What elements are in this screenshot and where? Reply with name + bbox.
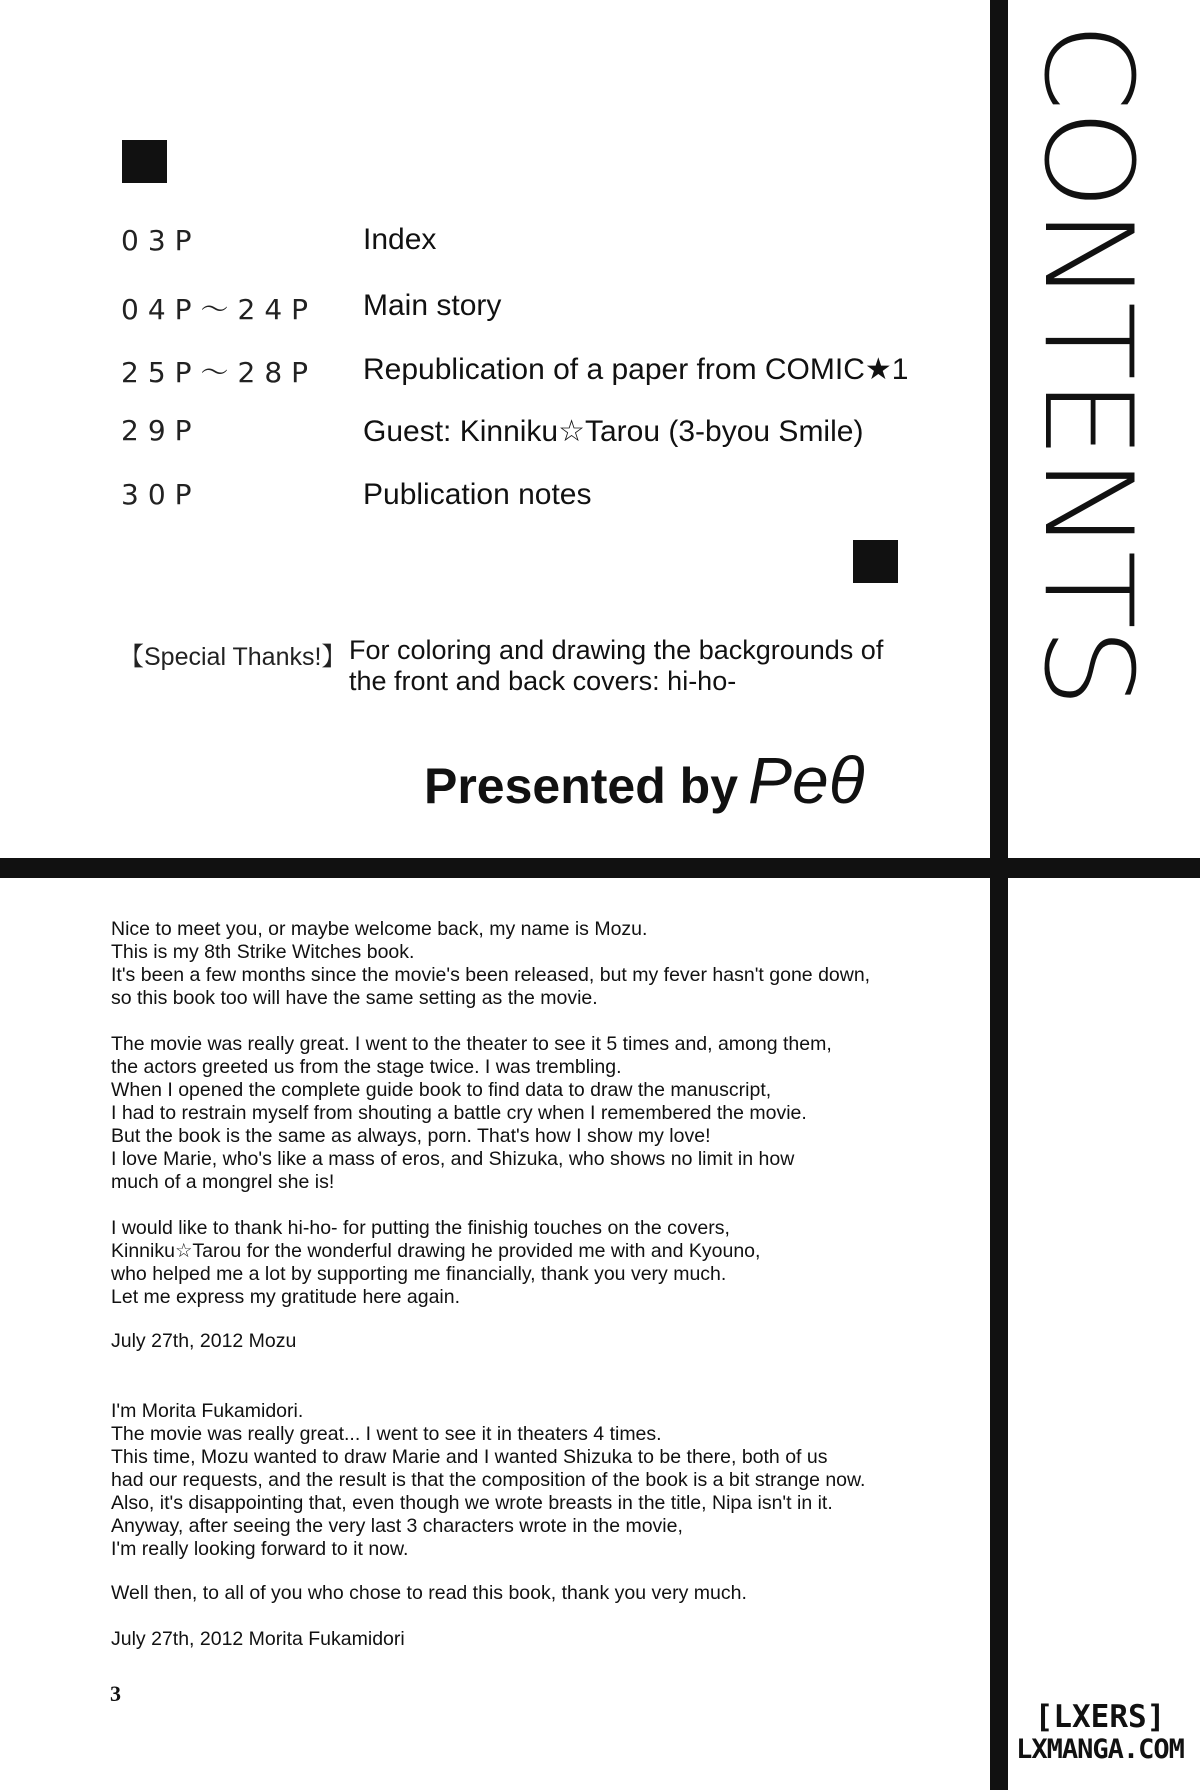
vertical-divider <box>990 0 1008 1790</box>
page-number: 3 <box>110 1681 121 1706</box>
toc-pages: 03P <box>121 224 201 257</box>
signature-date: July 27th, 2012 Morita Fukamidori <box>111 1628 405 1650</box>
toc-pages: 04P～24P <box>121 293 318 326</box>
toc-pages: 25P～28P <box>121 356 318 389</box>
afterword-paragraph: The movie was really great. I went to the theater to see it 5 times and, among them, the actors greeted us from the stage twice. I was trembling. When I opened the complete guide book to find data to draw the manuscript, I had to restrain myself from shouting a battle cry when I remembered the movie. But the book is the same as always, porn. That's how I show my love! I love Marie, who's like a mass of eros, and Shizuka, who shows no limit in how much of a mongrel she is! <box>111 1033 832 1193</box>
afterword-paragraph: Well then, to all of you who chose to read this book, thank you very much. <box>111 1582 747 1604</box>
black-square-marker <box>122 140 167 183</box>
black-square-marker <box>853 540 898 583</box>
toc-title: Republication of a paper from COMIC★1 <box>363 353 909 386</box>
signature-date: July 27th, 2012 Mozu <box>111 1330 297 1352</box>
watermark-line: LXMANGA.COM <box>1016 1734 1184 1765</box>
afterword-paragraph: Nice to meet you, or maybe welcome back, my name is Mozu. This is my 8th Strike Witches book. It's been a few months since the movie's been released, but my fever hasn't gone down, so this book too will have the same setting as the movie. <box>111 918 871 1009</box>
special-thanks-text: For coloring and drawing the backgrounds of the front and back covers: hi-ho- <box>349 635 884 696</box>
toc-title: Index <box>363 223 437 256</box>
toc-pages: 30P <box>121 478 201 511</box>
toc-title: Publication notes <box>363 478 592 511</box>
afterword-paragraph: I would like to thank hi-ho- for putting the finishig touches on the covers, Kinniku☆Tarou for the wonderful drawing he provided me with and Kyouno, who helped me a lot by supporting me financially, thank you very much. Let me express my gratitude here again. <box>111 1217 761 1308</box>
afterword-paragraph: I'm Morita Fukamidori. The movie was really great... I went to see it in theaters 4 times. This time, Mozu wanted to draw Marie and I wanted Shizuka to be there, both of us had our requests, and the result is that the composition of the book is a bit strange now. Also, it's disappointing that, even though we wrote breasts in the title, Nipa isn't in it. Anyway, after seeing the very last 3 characters wrote in the movie, I'm really looking forward to it now. <box>111 1400 866 1560</box>
presented-by-prefix: Presented by <box>424 758 739 814</box>
presented-by <box>424 742 865 818</box>
toc-title: Guest: Kinniku☆Tarou (3-byou Smile) <box>363 415 864 448</box>
toc-title: Main story <box>363 289 502 322</box>
contents-heading: CONTENTS <box>1016 22 1159 707</box>
circle-name: Peθ <box>748 743 865 817</box>
special-thanks-label: 【Special Thanks!】 <box>119 643 347 671</box>
toc-pages: 29P <box>121 414 201 447</box>
watermark <box>1002 1700 1198 1766</box>
horizontal-divider <box>0 858 1200 878</box>
watermark-line: [LXERS] <box>1034 1699 1166 1735</box>
